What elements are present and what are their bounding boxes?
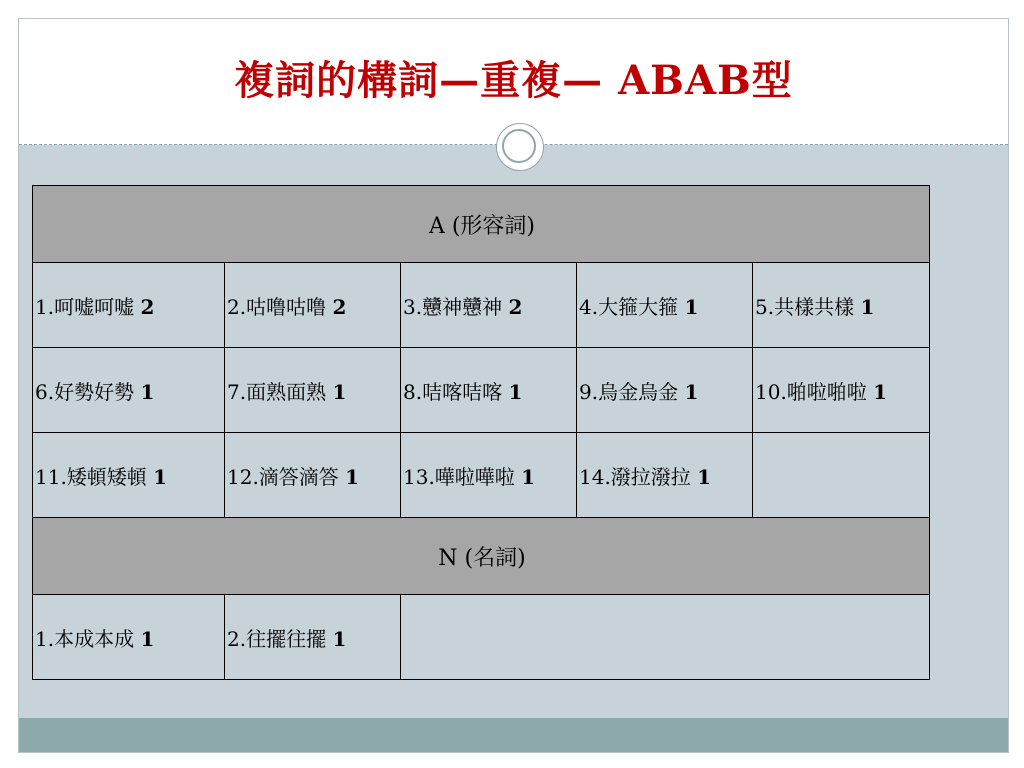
word-text: 13.嘩啦嘩啦 bbox=[403, 464, 515, 489]
table-cell bbox=[225, 433, 401, 518]
word-count: 1 bbox=[508, 379, 523, 404]
table-row bbox=[33, 433, 930, 518]
table-header-row bbox=[33, 518, 930, 595]
table-row bbox=[33, 348, 930, 433]
word-text: 4.大箍大箍 bbox=[579, 294, 679, 319]
table-cell bbox=[401, 433, 577, 518]
table-cell bbox=[577, 263, 753, 348]
slide-title: 複詞的構詞—重複— ABAB型 bbox=[234, 57, 793, 104]
word-text: 2.咕噜咕噜 bbox=[227, 294, 327, 319]
table-cell bbox=[753, 263, 930, 348]
word-text: 7.面熟面熟 bbox=[227, 379, 327, 404]
word-table bbox=[32, 185, 930, 680]
word-count: 1 bbox=[697, 464, 712, 489]
word-count: 1 bbox=[140, 626, 155, 651]
table-cell bbox=[33, 433, 225, 518]
word-text: 1.呵嘘呵嘘 bbox=[35, 294, 135, 319]
word-count: 1 bbox=[332, 379, 347, 404]
table-row bbox=[33, 263, 930, 348]
table-cell bbox=[225, 348, 401, 433]
section-header-noun: N (名詞) bbox=[33, 518, 930, 595]
word-text: 2.往擺往擺 bbox=[227, 626, 327, 651]
word-count: 1 bbox=[873, 379, 888, 404]
word-text: 1.本成本成 bbox=[35, 626, 135, 651]
table-cell bbox=[33, 348, 225, 433]
word-text: 9.烏金烏金 bbox=[579, 379, 679, 404]
word-text: 8.咭喀咭喀 bbox=[403, 379, 503, 404]
table-cell-empty bbox=[753, 433, 930, 518]
table-row bbox=[33, 595, 930, 680]
slide bbox=[18, 18, 1009, 753]
word-count: 2 bbox=[140, 294, 155, 319]
section-header-adjective: A (形容詞) bbox=[33, 186, 930, 263]
word-text: 10.啪啦啪啦 bbox=[755, 379, 867, 404]
table-cell bbox=[577, 433, 753, 518]
word-text: 5.共樣共樣 bbox=[755, 294, 855, 319]
word-count: 1 bbox=[684, 294, 699, 319]
table-header-row bbox=[33, 186, 930, 263]
word-count: 1 bbox=[860, 294, 875, 319]
word-text: 12.滴答滴答 bbox=[227, 464, 339, 489]
footer-band bbox=[19, 718, 1008, 752]
word-count: 2 bbox=[332, 294, 347, 319]
table-cell bbox=[225, 595, 401, 680]
table-cell bbox=[225, 263, 401, 348]
word-text: 11.矮頓矮頓 bbox=[35, 464, 147, 489]
table-cell bbox=[33, 595, 225, 680]
word-text: 14.潑拉潑拉 bbox=[579, 464, 691, 489]
table-cell bbox=[33, 263, 225, 348]
word-count: 1 bbox=[153, 464, 168, 489]
table-cell bbox=[401, 263, 577, 348]
table-cell bbox=[577, 348, 753, 433]
word-text: 6.好勢好勢 bbox=[35, 379, 135, 404]
word-count: 1 bbox=[521, 464, 536, 489]
word-count: 1 bbox=[345, 464, 360, 489]
ring-ornament bbox=[496, 123, 544, 171]
word-count: 1 bbox=[332, 626, 347, 651]
word-count: 1 bbox=[140, 379, 155, 404]
table-cell-empty bbox=[401, 595, 930, 680]
table-cell bbox=[401, 348, 577, 433]
table-cell bbox=[753, 348, 930, 433]
word-count: 2 bbox=[508, 294, 523, 319]
word-count: 1 bbox=[684, 379, 699, 404]
word-text: 3.戇神戇神 bbox=[403, 294, 503, 319]
